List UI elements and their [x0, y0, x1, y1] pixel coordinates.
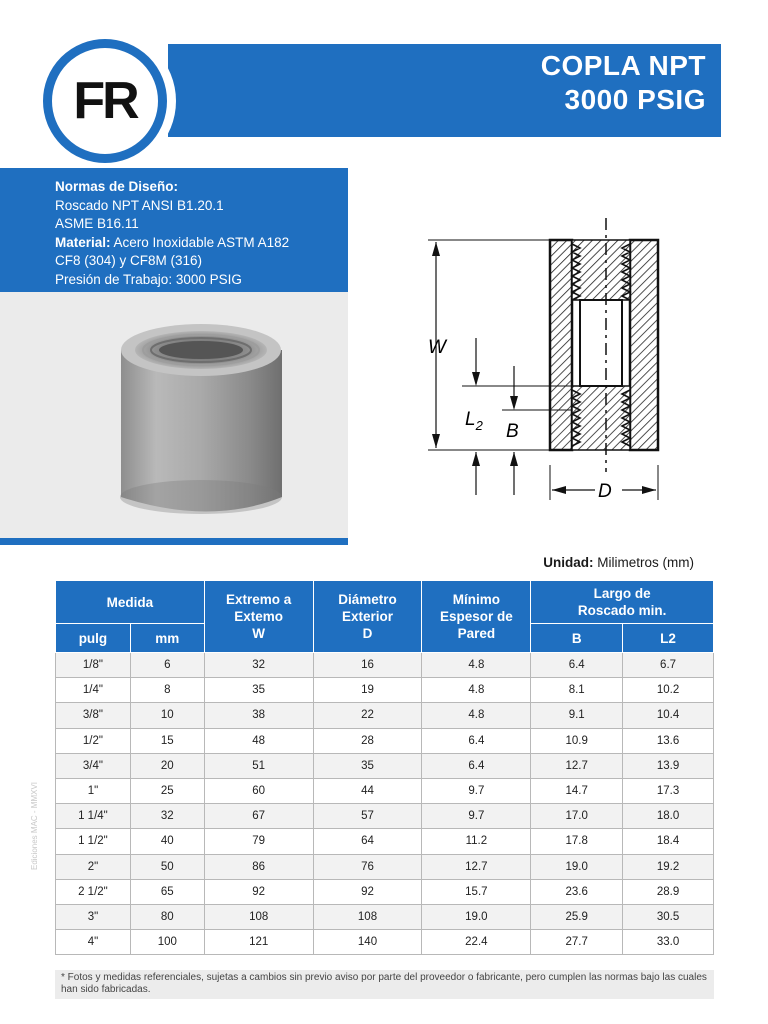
cell-pulg: 1"	[56, 778, 131, 803]
cell-largo-l2: 10.2	[623, 678, 714, 703]
cell-extremo-w: 121	[204, 930, 313, 955]
header-pulg: pulg	[56, 624, 131, 653]
cell-pulg: 4"	[56, 930, 131, 955]
material-value: Acero Inoxidable ASTM A182	[110, 234, 290, 250]
cell-pulg: 1/4"	[56, 678, 131, 703]
cell-espesor: 12.7	[422, 854, 531, 879]
table-row	[56, 904, 714, 929]
product-photo-area	[0, 292, 348, 538]
cell-extremo-w: 38	[204, 703, 313, 728]
label-w: W	[428, 337, 446, 358]
cell-pulg: 3"	[56, 904, 131, 929]
header-l2: L2	[623, 624, 714, 653]
cell-mm: 20	[130, 753, 204, 778]
cell-largo-l2: 18.0	[623, 804, 714, 829]
cell-largo-b: 10.9	[531, 728, 623, 753]
cell-largo-l2: 6.7	[623, 653, 714, 678]
unit-label	[543, 555, 694, 570]
cell-largo-l2: 33.0	[623, 930, 714, 955]
cell-mm: 15	[130, 728, 204, 753]
cell-extremo-w: 60	[204, 778, 313, 803]
cell-mm: 10	[130, 703, 204, 728]
cell-mm: 50	[130, 854, 204, 879]
cell-largo-b: 6.4	[531, 653, 623, 678]
cell-diametro-d: 76	[313, 854, 422, 879]
cell-espesor: 15.7	[422, 879, 531, 904]
header-largo	[531, 581, 714, 624]
cell-espesor: 6.4	[422, 728, 531, 753]
header-diametro-l3: D	[362, 626, 373, 641]
cell-extremo-w: 67	[204, 804, 313, 829]
cell-extremo-w: 86	[204, 854, 313, 879]
cell-mm: 8	[130, 678, 204, 703]
pressure-line: Presión de Trabajo: 3000 PSIG	[55, 271, 242, 287]
label-b: B	[506, 421, 519, 442]
header-diametro-l1: Diámetro	[338, 592, 397, 607]
design-label: Normas de Diseño:	[55, 179, 179, 194]
table-row	[56, 653, 714, 678]
cell-pulg: 3/8"	[56, 703, 131, 728]
cell-pulg: 2"	[56, 854, 131, 879]
cell-extremo-w: 108	[204, 904, 313, 929]
cell-espesor: 4.8	[422, 678, 531, 703]
header-extremo-l1: Extremo a	[226, 592, 292, 607]
cell-diametro-d: 92	[313, 879, 422, 904]
photo-accent-bar	[0, 538, 348, 545]
footnote: * Fotos y medidas referenciales, sujetas a cambios sin previo aviso por parte del proveedor o fabricante, pero cumplen las normas bajo las cuales han sido fabricadas.	[55, 970, 714, 999]
header-extremo-l2: Extemo	[234, 609, 284, 624]
logo-text: FR	[73, 72, 137, 130]
table-row	[56, 703, 714, 728]
label-l2	[465, 409, 484, 433]
cell-espesor: 6.4	[422, 753, 531, 778]
title-line-1: COPLA NPT	[540, 50, 706, 81]
cell-extremo-w: 51	[204, 753, 313, 778]
cell-mm: 40	[130, 829, 204, 854]
material-label: Material:	[55, 234, 111, 250]
cell-extremo-w: 35	[204, 678, 313, 703]
header-extremo-l3: W	[252, 626, 266, 641]
header-espesor-l2: Espesor de	[439, 609, 513, 624]
table-row	[56, 879, 714, 904]
cell-espesor: 4.8	[422, 703, 531, 728]
design-line-1: Roscado NPT ANSI B1.20.1	[55, 197, 224, 213]
unit-value: Milimetros (mm)	[593, 555, 694, 570]
brand-logo	[34, 30, 176, 172]
header-diametro	[313, 581, 422, 653]
table-row	[56, 728, 714, 753]
header-diametro-l2: Exterior	[341, 609, 394, 624]
cell-espesor: 9.7	[422, 778, 531, 803]
header-extremo	[204, 581, 313, 653]
cell-extremo-w: 48	[204, 728, 313, 753]
cell-diametro-d: 19	[313, 678, 422, 703]
cell-pulg: 2 1/2"	[56, 879, 131, 904]
cell-diametro-d: 108	[313, 904, 422, 929]
cell-diametro-d: 64	[313, 829, 422, 854]
cell-diametro-d: 35	[313, 753, 422, 778]
cell-largo-b: 14.7	[531, 778, 623, 803]
cell-largo-l2: 13.9	[623, 753, 714, 778]
cell-largo-l2: 10.4	[623, 703, 714, 728]
material-line-2: CF8 (304) y CF8M (316)	[55, 253, 203, 268]
header-b: B	[531, 624, 623, 653]
cell-mm: 65	[130, 879, 204, 904]
cell-largo-b: 23.6	[531, 879, 623, 904]
header-espesor-l3: Pared	[457, 626, 496, 641]
unit-key: Unidad:	[543, 555, 594, 570]
cell-diametro-d: 57	[313, 804, 422, 829]
label-l2-main: L	[465, 409, 476, 430]
cell-largo-l2: 19.2	[623, 854, 714, 879]
logo-ring	[43, 39, 167, 163]
header-espesor-l1: Mínimo	[452, 592, 500, 607]
header-largo-l1: Largo de	[593, 586, 651, 601]
table-row	[56, 753, 714, 778]
cell-espesor: 9.7	[422, 804, 531, 829]
cell-mm: 32	[130, 804, 204, 829]
title-line-2: 3000 PSIG	[564, 84, 706, 115]
cell-largo-l2: 30.5	[623, 904, 714, 929]
cell-largo-b: 8.1	[531, 678, 623, 703]
cell-largo-b: 17.0	[531, 804, 623, 829]
table-row	[56, 804, 714, 829]
spec-box	[0, 168, 348, 292]
cell-largo-b: 12.7	[531, 753, 623, 778]
table-row	[56, 778, 714, 803]
cell-largo-b: 25.9	[531, 904, 623, 929]
cell-espesor: 19.0	[422, 904, 531, 929]
cell-largo-b: 17.8	[531, 829, 623, 854]
cell-largo-l2: 18.4	[623, 829, 714, 854]
header-largo-l2: Roscado min.	[577, 603, 667, 618]
material-line	[55, 234, 348, 253]
page-title	[541, 49, 706, 117]
cell-largo-l2: 28.9	[623, 879, 714, 904]
table-row	[56, 930, 714, 955]
header-espesor	[422, 581, 531, 653]
cell-mm: 100	[130, 930, 204, 955]
cell-largo-l2: 17.3	[623, 778, 714, 803]
header-mm: mm	[130, 624, 204, 653]
cell-diametro-d: 16	[313, 653, 422, 678]
cell-largo-l2: 13.6	[623, 728, 714, 753]
dimensions-table	[55, 580, 714, 955]
table-row	[56, 854, 714, 879]
cell-largo-b: 27.7	[531, 930, 623, 955]
cell-pulg: 1 1/2"	[56, 829, 131, 854]
cell-mm: 80	[130, 904, 204, 929]
cell-extremo-w: 79	[204, 829, 313, 854]
cell-pulg: 1 1/4"	[56, 804, 131, 829]
cell-espesor: 22.4	[422, 930, 531, 955]
cell-mm: 25	[130, 778, 204, 803]
cell-largo-b: 19.0	[531, 854, 623, 879]
cell-espesor: 11.2	[422, 829, 531, 854]
label-l2-sub: 2	[475, 418, 483, 433]
cell-pulg: 1/2"	[56, 728, 131, 753]
product-photo	[0, 292, 348, 538]
side-credit: Ediciones MAC - MMXVI	[30, 781, 39, 870]
cell-espesor: 4.8	[422, 653, 531, 678]
cell-diametro-d: 44	[313, 778, 422, 803]
cell-mm: 6	[130, 653, 204, 678]
cell-diametro-d: 28	[313, 728, 422, 753]
header-medida: Medida	[56, 581, 205, 624]
cell-diametro-d: 22	[313, 703, 422, 728]
cell-pulg: 3/4"	[56, 753, 131, 778]
label-d: D	[598, 481, 612, 502]
cell-extremo-w: 32	[204, 653, 313, 678]
cell-pulg: 1/8"	[56, 653, 131, 678]
cell-diametro-d: 140	[313, 930, 422, 955]
table-row	[56, 678, 714, 703]
dimension-diagram	[410, 210, 710, 510]
cell-extremo-w: 92	[204, 879, 313, 904]
table-row	[56, 829, 714, 854]
cell-largo-b: 9.1	[531, 703, 623, 728]
design-line-2: ASME B16.11	[55, 216, 139, 231]
